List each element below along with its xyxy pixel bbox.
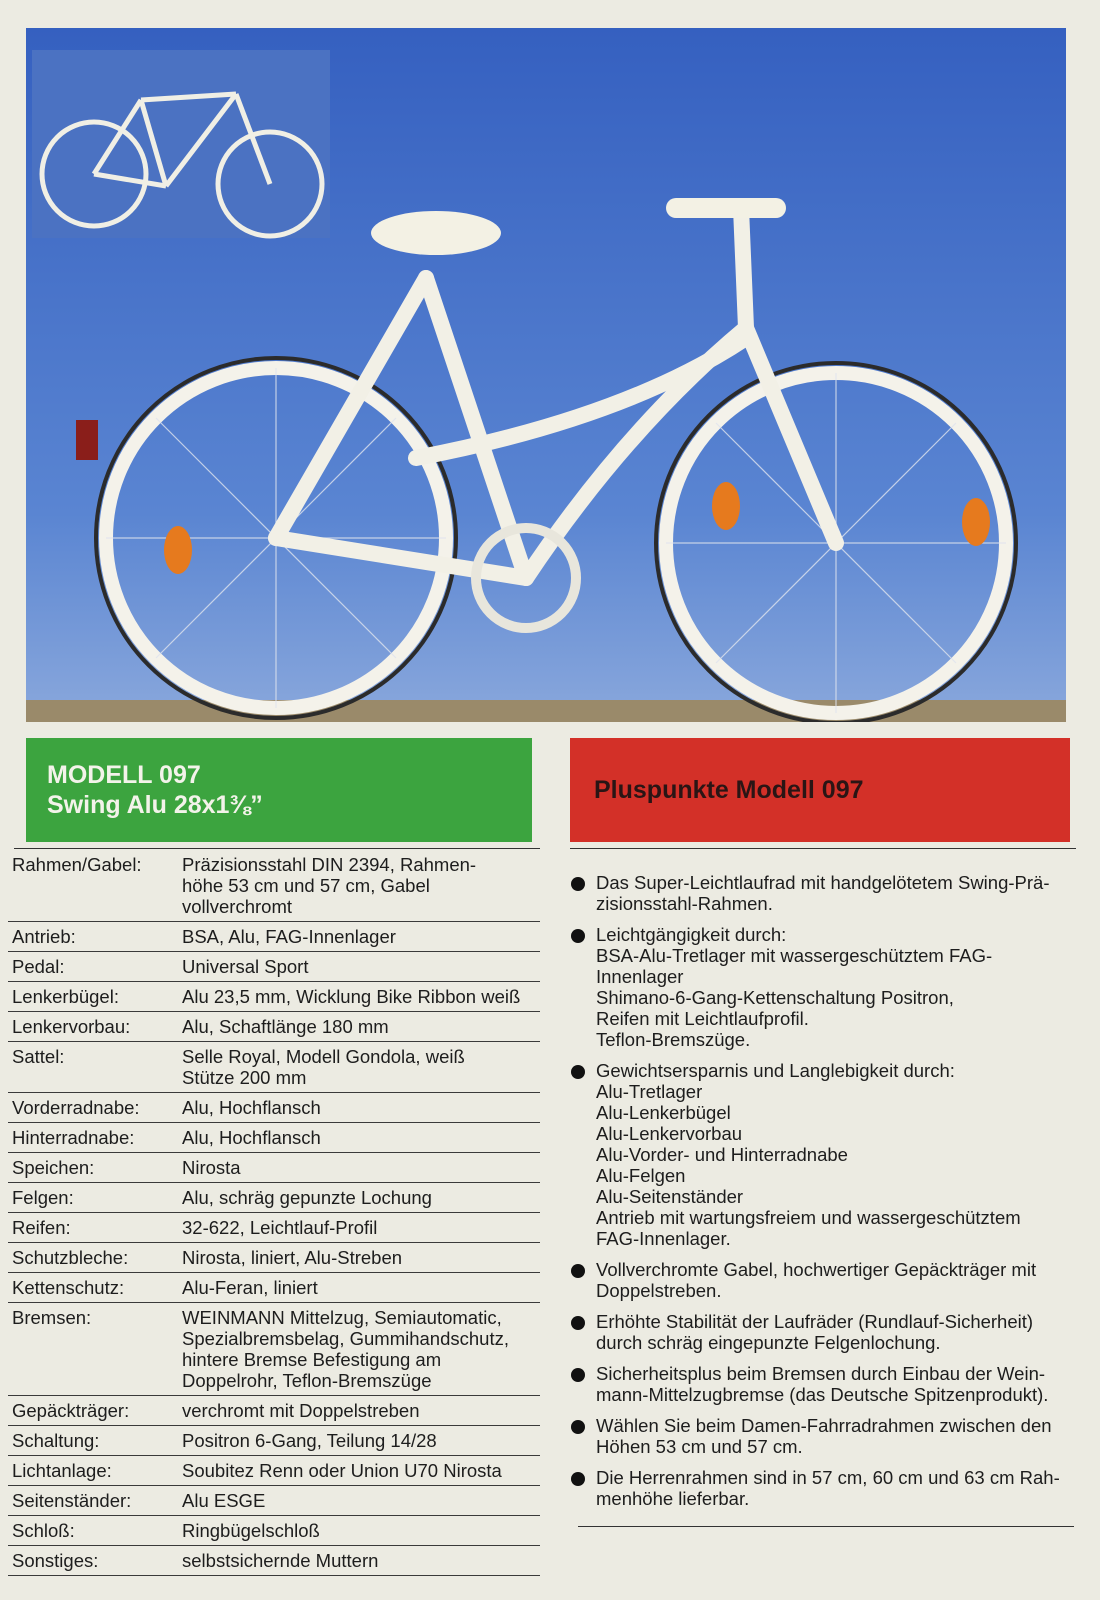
spec-value-line: Nirosta <box>182 1157 241 1178</box>
spec-value <box>182 1490 540 1511</box>
pluspunkt-line: Alu-Vorder- und Hinterradnabe <box>596 1144 848 1165</box>
spec-label: Schutzbleche: <box>12 1247 129 1268</box>
spec-value <box>182 1127 540 1148</box>
pluspunkt-line: Alu-Lenkervorbau <box>596 1123 743 1144</box>
spec-value-line: Alu, Hochflansch <box>182 1127 321 1148</box>
spec-row <box>8 1123 540 1153</box>
spec-value-line: Alu, Schaftlänge 180 mm <box>182 1016 389 1037</box>
model-name: Swing Alu 28x1⅜” <box>47 791 263 819</box>
spec-label: Speichen: <box>12 1157 95 1178</box>
pluspunkt-item <box>570 1259 1095 1301</box>
spec-row <box>8 1456 540 1486</box>
spec-label: Felgen: <box>12 1187 74 1208</box>
pluspunkt-line: Erhöhte Stabilität der Laufräder (Rundlauf-Sicherheit) <box>596 1311 1034 1332</box>
model-header <box>26 738 532 842</box>
pluspunkt-line: zisionsstahl-Rahmen. <box>596 893 773 914</box>
spec-value-line: Alu ESGE <box>182 1490 266 1511</box>
spec-row <box>8 1303 540 1396</box>
spec-value <box>182 1400 540 1421</box>
spec-value-line: Ringbügelschloß <box>182 1520 320 1541</box>
spec-row <box>8 1213 540 1243</box>
pluspunkte-title: Pluspunkte Modell 097 <box>594 775 864 804</box>
pluspunkt-text <box>596 1467 1095 1509</box>
spec-label: Lenkerbügel: <box>12 986 119 1007</box>
pluspunkt-item <box>570 1311 1095 1353</box>
divider <box>578 1526 1074 1527</box>
spec-label: Seitenständer: <box>12 1490 132 1511</box>
spec-label: Lenkervorbau: <box>12 1016 131 1037</box>
spec-value <box>182 1520 540 1541</box>
spec-value-line: Alu, schräg gepunzte Lochung <box>182 1187 432 1208</box>
pluspunkte-list <box>570 872 1095 1519</box>
spec-label: Kettenschutz: <box>12 1277 125 1298</box>
spec-row <box>8 1042 540 1093</box>
spec-value-line: vollverchromt <box>182 896 292 917</box>
pluspunkt-line: Sicherheitsplus beim Bremsen durch Einbau der Wein- <box>596 1363 1046 1384</box>
bullet-icon <box>570 1311 596 1353</box>
pluspunkt-text <box>596 924 1095 1050</box>
spec-value-line: Soubitez Renn oder Union U70 Nirosta <box>182 1460 502 1481</box>
spec-value-line: verchromt mit Doppelstreben <box>182 1400 420 1421</box>
spec-value-line: Stütze 200 mm <box>182 1067 307 1088</box>
pluspunkt-line: Die Herrenrahmen sind in 57 cm, 60 cm und 63 cm Rah- <box>596 1467 1060 1488</box>
pluspunkt-item <box>570 1415 1095 1457</box>
spec-value-line: Doppelrohr, Teflon-Bremszüge <box>182 1370 432 1391</box>
spec-value-line: höhe 53 cm und 57 cm, Gabel <box>182 875 430 896</box>
spec-value <box>182 1307 540 1391</box>
spec-value <box>182 1097 540 1118</box>
bicycle-ladies-frame-image <box>26 28 1066 722</box>
pluspunkt-line: Leichtgängigkeit durch: <box>596 924 787 945</box>
spec-row <box>8 1093 540 1123</box>
spec-row <box>8 1396 540 1426</box>
spec-label: Schloß: <box>12 1520 75 1541</box>
spec-value <box>182 986 540 1007</box>
pluspunkt-text <box>596 1060 1095 1249</box>
spec-value-line: Alu, Hochflansch <box>182 1097 321 1118</box>
pluspunkt-line: Shimano-6-Gang-Kettenschaltung Positron, <box>596 987 954 1008</box>
spec-row <box>8 922 540 952</box>
spec-value <box>182 1187 540 1208</box>
pluspunkt-item <box>570 1060 1095 1249</box>
spec-label: Sattel: <box>12 1046 65 1067</box>
pluspunkt-item <box>570 1467 1095 1509</box>
spec-label: Hinterradnabe: <box>12 1127 135 1148</box>
spec-row <box>8 1516 540 1546</box>
pluspunkt-line: Vollverchromte Gabel, hochwertiger Gepäckträger mit <box>596 1259 1037 1280</box>
spec-value-line: Präzisionsstahl DIN 2394, Rahmen- <box>182 854 477 875</box>
spec-label: Rahmen/Gabel: <box>12 854 142 875</box>
pluspunkt-line: Alu-Lenkerbügel <box>596 1102 731 1123</box>
spec-label: Lichtanlage: <box>12 1460 112 1481</box>
spec-label: Gepäckträger: <box>12 1400 130 1421</box>
spec-row <box>8 952 540 982</box>
spec-value-line: Nirosta, liniert, Alu-Streben <box>182 1247 403 1268</box>
spec-value <box>182 854 540 917</box>
spec-value <box>182 1016 540 1037</box>
spec-value-line: BSA, Alu, FAG-Innenlager <box>182 926 396 947</box>
pluspunkt-line: mann-Mittelzugbremse (das Deutsche Spitzenprodukt). <box>596 1384 1049 1405</box>
spec-label: Vorderradnabe: <box>12 1097 140 1118</box>
pluspunkt-text <box>596 1363 1095 1405</box>
spec-row <box>8 1273 540 1303</box>
spec-label: Pedal: <box>12 956 65 977</box>
spec-row <box>8 850 540 922</box>
pluspunkt-item <box>570 924 1095 1050</box>
bullet-icon <box>570 1259 596 1301</box>
spec-row <box>8 1153 540 1183</box>
spec-value <box>182 1460 540 1481</box>
spec-value-line: 32-622, Leichtlauf-Profil <box>182 1217 378 1238</box>
spec-row <box>8 1546 540 1576</box>
spec-value-line: selbstsichernde Muttern <box>182 1550 379 1571</box>
pluspunkt-line: Das Super-Leichtlaufrad mit handgelötetem Swing-Prä- <box>596 872 1050 893</box>
bullet-icon <box>570 1467 596 1509</box>
spec-value <box>182 1430 540 1451</box>
spec-value <box>182 1217 540 1238</box>
spec-value-line: Spezialbremsbelag, Gummihandschutz, <box>182 1328 509 1349</box>
spec-value <box>182 926 540 947</box>
pluspunkt-line: Innenlager <box>596 966 684 987</box>
specifications-table <box>8 850 540 1576</box>
divider <box>14 848 540 849</box>
bullet-icon <box>570 1415 596 1457</box>
spec-value-line: Universal Sport <box>182 956 309 977</box>
bicycle-photo <box>26 28 1066 722</box>
spec-value <box>182 1550 540 1571</box>
pluspunkt-item <box>570 872 1095 914</box>
pluspunkt-line: Wählen Sie beim Damen-Fahrradrahmen zwischen den <box>596 1415 1052 1436</box>
spec-value-line: Selle Royal, Modell Gondola, weiß <box>182 1046 465 1067</box>
pluspunkt-text <box>596 1259 1095 1301</box>
spec-label: Sonstiges: <box>12 1550 99 1571</box>
pluspunkt-line: BSA-Alu-Tretlager mit wassergeschütztem FAG- <box>596 945 993 966</box>
spec-row <box>8 1012 540 1042</box>
pluspunkt-line: Antrieb mit wartungsfreiem und wassergeschütztem <box>596 1207 1021 1228</box>
pluspunkte-header <box>570 738 1070 842</box>
spec-label: Bremsen: <box>12 1307 92 1328</box>
pluspunkt-text <box>596 1415 1095 1457</box>
bullet-icon <box>570 924 596 1050</box>
bullet-icon <box>570 1363 596 1405</box>
spec-row <box>8 982 540 1012</box>
spec-value-line: WEINMANN Mittelzug, Semiautomatic, <box>182 1307 502 1328</box>
spec-label: Schaltung: <box>12 1430 100 1451</box>
spec-value <box>182 956 540 977</box>
spec-value <box>182 1157 540 1178</box>
spec-value-line: Positron 6-Gang, Teilung 14/28 <box>182 1430 437 1451</box>
bullet-icon <box>570 872 596 914</box>
spec-row <box>8 1183 540 1213</box>
spec-value-line: Alu 23,5 mm, Wicklung Bike Ribbon weiß <box>182 986 521 1007</box>
pluspunkt-line: Alu-Seitenständer <box>596 1186 744 1207</box>
model-number: MODELL 097 <box>47 761 201 789</box>
pluspunkt-line: Alu-Tretlager <box>596 1081 703 1102</box>
pluspunkt-line: Reifen mit Leichtlaufprofil. <box>596 1008 809 1029</box>
spec-value <box>182 1046 540 1088</box>
spec-row <box>8 1486 540 1516</box>
pluspunkt-text <box>596 1311 1095 1353</box>
spec-row <box>8 1426 540 1456</box>
pluspunkt-text <box>596 872 1095 914</box>
spec-label: Antrieb: <box>12 926 76 947</box>
pluspunkt-line: Teflon-Bremszüge. <box>596 1029 751 1050</box>
pluspunkt-line: FAG-Innenlager. <box>596 1228 731 1249</box>
spec-value <box>182 1277 540 1298</box>
pluspunkt-line: menhöhe lieferbar. <box>596 1488 750 1509</box>
pluspunkt-line: durch schräg eingepunzte Felgenlochung. <box>596 1332 941 1353</box>
divider <box>570 848 1076 849</box>
spec-value-line: Alu-Feran, liniert <box>182 1277 318 1298</box>
spec-row <box>8 1243 540 1273</box>
pluspunkt-line: Gewichtsersparnis und Langlebigkeit durch: <box>596 1060 955 1081</box>
pluspunkt-item <box>570 1363 1095 1405</box>
pluspunkt-line: Doppelstreben. <box>596 1280 722 1301</box>
spec-value <box>182 1247 540 1268</box>
spec-value-line: hintere Bremse Befestigung am <box>182 1349 442 1370</box>
pluspunkt-line: Höhen 53 cm und 57 cm. <box>596 1436 803 1457</box>
pluspunkt-line: Alu-Felgen <box>596 1165 686 1186</box>
spec-label: Reifen: <box>12 1217 71 1238</box>
bullet-icon <box>570 1060 596 1249</box>
